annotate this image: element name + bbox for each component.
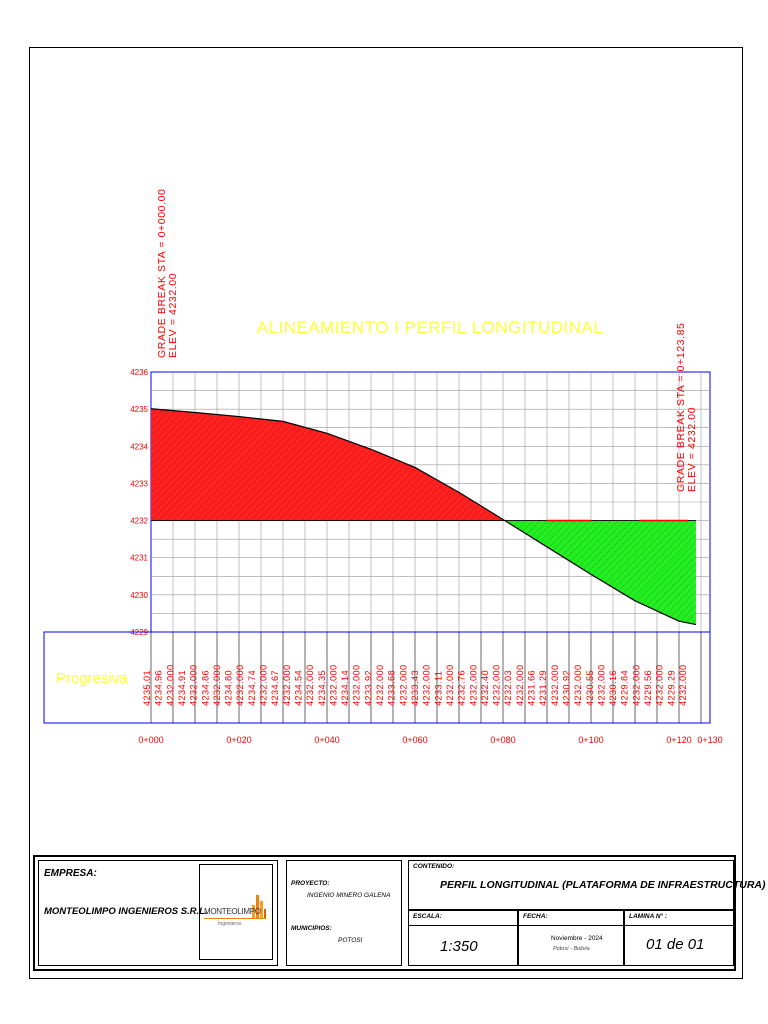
station-label: 4232.000 [188, 664, 199, 706]
station-label: 4232.000 [596, 664, 607, 706]
lugar-value: Potosí - Bolivia [553, 946, 590, 952]
sheet-border-bottom [29, 978, 743, 979]
station-label: 4232.000 [281, 664, 292, 706]
logo-subtext: Ingenieros [218, 921, 242, 927]
proyecto-label: PROYECTO: [291, 880, 330, 887]
x-tick-label: 0+060 [402, 735, 428, 745]
station-label: 4234.80 [223, 669, 234, 706]
station-label: 4232.000 [305, 664, 316, 706]
proyecto-value: INGENIO MINERO GALENA [307, 892, 391, 899]
municipio-label: MUNICIPIOS: [291, 925, 332, 932]
station-label: 4232.000 [549, 664, 560, 706]
y-tick-label: 4231 [130, 553, 148, 563]
station-label: 4233.92 [363, 669, 374, 706]
x-tick-label: 0+100 [578, 735, 604, 745]
x-tick-label: 0+120 [666, 735, 692, 745]
station-label: 4233.11 [433, 670, 444, 706]
fill-area-hatch [505, 521, 696, 625]
logo-text: MONTEOLIMPO [204, 907, 261, 916]
grade-break-end-elev: ELEV = 4232.00 [686, 406, 698, 492]
station-label: 4229.84 [619, 669, 630, 706]
station-label: 4232.000 [235, 664, 246, 706]
grade-break-start-elev: ELEV = 4232.00 [167, 272, 179, 358]
municipio-value: POTOSI [338, 937, 363, 944]
station-label: 4232.000 [258, 664, 269, 706]
station-label: 4232.000 [375, 664, 386, 706]
station-label: 4232.000 [421, 664, 432, 706]
fecha-value: Noviembre - 2024 [551, 935, 603, 942]
x-tick-label: 0+040 [314, 735, 340, 745]
project-panel [286, 860, 402, 966]
y-axis-ticks [130, 368, 148, 637]
y-tick-label: 4232 [130, 516, 148, 526]
company-logo [199, 864, 273, 960]
y-tick-label: 4230 [130, 590, 148, 600]
x-tick-label: 0+130 [697, 735, 723, 745]
grade-break-start-station: GRADE BREAK STA = 0+000.00 [156, 188, 168, 358]
escala-value: 1:350 [440, 938, 478, 955]
progresiva-label: Progresiva [56, 670, 128, 687]
x-tick-label: 0+080 [490, 735, 516, 745]
station-label: 4233.43 [410, 669, 420, 706]
station-label: 4229.29 [666, 669, 677, 706]
station-label: 4232.000 [514, 664, 525, 706]
station-label: 4234.74 [246, 669, 257, 706]
station-label: 4232.000 [444, 664, 455, 706]
y-tick-label: 4234 [130, 442, 148, 452]
station-label: 4232.000 [398, 664, 409, 706]
escala-label: ESCALA: [413, 913, 442, 920]
station-label: 4234.96 [153, 669, 164, 706]
empresa-name: MONTEOLIMPO INGENIEROS S.R.L. [44, 906, 208, 917]
station-label: 4232.000 [678, 664, 688, 706]
station-label: 4233.68 [386, 669, 397, 706]
logo-underline [204, 918, 266, 919]
station-label: 4232.000 [468, 664, 479, 706]
fecha-label: FECHA: [523, 913, 548, 920]
x-tick-label: 0+000 [138, 735, 164, 745]
lamina-value: 01 de 01 [646, 936, 705, 953]
station-label: 4234.67 [270, 669, 281, 706]
station-label: 4232.000 [165, 664, 176, 706]
x-axis-ticks [138, 735, 722, 745]
station-label: 4232.000 [351, 664, 362, 706]
grade-break-end-station: GRADE BREAK STA = 0+123.85 [675, 322, 687, 492]
station-label: 4232.000 [631, 664, 642, 706]
station-label: 4231.29 [538, 669, 549, 706]
y-tick-label: 4235 [130, 405, 148, 415]
station-label: 4232.000 [491, 664, 502, 706]
station-label: 4234.54 [293, 669, 304, 706]
station-label: 4229.56 [643, 669, 654, 706]
station-label: 4232.03 [503, 669, 514, 706]
y-tick-label: 4229 [130, 628, 148, 637]
station-label: 4232.000 [328, 664, 339, 706]
empresa-label: EMPRESA: [44, 868, 97, 879]
station-label: 4232.000 [654, 664, 665, 706]
station-label: 4230.55 [584, 669, 595, 706]
y-tick-label: 4236 [130, 368, 148, 377]
station-label: 4232.000 [573, 664, 584, 706]
station-label: 4235.01 [142, 669, 152, 706]
y-tick-label: 4233 [130, 479, 148, 489]
contenido-value: PERFIL LONGITUDINAL (PLATAFORMA DE INFRAESTRUCTURA) [440, 879, 766, 891]
station-label: 4230.92 [561, 669, 572, 706]
station-label: 4234.35 [316, 669, 327, 706]
station-label: 4234.86 [200, 669, 211, 706]
lamina-label: LAMINA N° : [629, 913, 668, 920]
station-label: 4232.76 [456, 669, 467, 706]
station-label: 4234.91 [176, 669, 187, 706]
station-labels [142, 664, 688, 706]
station-label: 4232.000 [211, 664, 222, 706]
station-label: 4232.40 [479, 669, 490, 706]
station-label: 4230.16 [608, 669, 619, 706]
contenido-label: CONTENIDO: [413, 863, 455, 870]
drawing-title: ALINEAMIENTO I PERFIL LONGITUDINAL [256, 318, 604, 337]
station-label: 4231.66 [526, 669, 537, 706]
x-tick-label: 0+020 [226, 735, 252, 745]
station-label: 4234.14 [340, 669, 351, 706]
